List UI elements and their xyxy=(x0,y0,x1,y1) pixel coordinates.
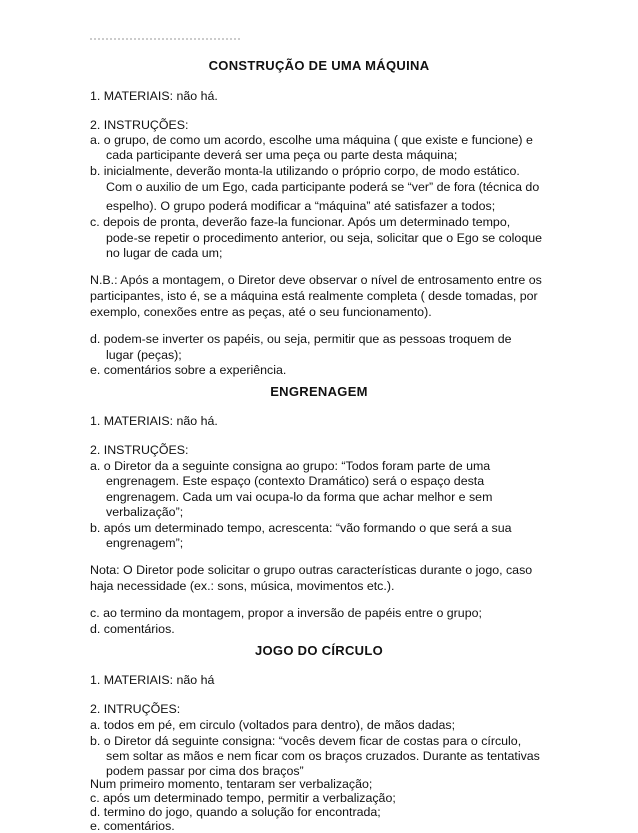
text-line: 1. MATERIAIS: não há. xyxy=(90,414,218,428)
text-line: 2. INSTRUÇÕES: xyxy=(90,443,189,457)
text-line: podem passar por cima dos braços” xyxy=(106,764,304,778)
section-title-maquina: CONSTRUÇÃO DE UMA MÁQUINA xyxy=(208,58,430,73)
text-line: engrenagem. Cada um vai ocupa-lo da forma que achar melhor e sem xyxy=(106,490,493,504)
text-line: a. o Diretor da a seguinte consigna ao grupo: “Todos foram parte de uma xyxy=(90,459,491,473)
text-line: no lugar de cada um; xyxy=(106,246,223,260)
text-line: 1. MATERIAIS: não há xyxy=(90,673,215,687)
text-line: a. o grupo, de como um acordo, escolhe uma máquina ( que existe e funcione) e xyxy=(90,133,533,147)
text-line-clipped: e. comentários. xyxy=(90,819,175,833)
text-line: b. após um determinado tempo, acrescenta: “vão formando o que será a sua xyxy=(90,521,512,535)
text-line: engrenagem”; xyxy=(106,536,184,550)
text-line: exemplo, conexões entre as peças, até o seu funcionamento). xyxy=(90,305,432,319)
text-line: b. inicialmente, deverão monta-la utilizando o próprio corpo, de modo estático. xyxy=(90,164,520,178)
text-line: b. o Diretor dá seguinte consigna: “vocês devem ficar de costas para o círculo, xyxy=(90,734,522,748)
text-line: d. podem-se inverter os papéis, ou seja, permitir que as pessoas troquem de xyxy=(90,332,512,346)
text-line: Num primeiro momento, tentaram ser verbalização; xyxy=(90,777,373,791)
text-line: 2. INSTRUÇÕES: xyxy=(90,118,189,132)
text-line: sem soltar as mãos e nem ficar com os braços cruzados. Durante as tentativas xyxy=(106,749,540,763)
text-line: verbalização”; xyxy=(106,505,184,519)
text-line: haja necessidade (ex.: sons, música, movimentos etc.). xyxy=(90,579,395,593)
text-line: Com o auxilio de um Ego, cada participante poderá se “ver” de fora (técnica do xyxy=(106,180,540,194)
section-title-circulo: JOGO DO CÍRCULO xyxy=(254,643,383,658)
text-line: a. todos em pé, em circulo (voltados para dentro), de mãos dadas; xyxy=(90,718,456,732)
text-line: espelho). O grupo poderá modificar a “máquina” até satisfazer a todos; xyxy=(106,199,496,213)
text-line: d. comentários. xyxy=(90,622,175,636)
text-line: cada participante deverá ser uma peça ou parte desta máquina; xyxy=(106,148,458,162)
text-line: pode-se repetir o procedimento anterior, ou seja, solicitar que o Ego se coloque xyxy=(106,231,543,245)
text-line: c. depois de pronta, deverão faze-la funcionar. Após um determinado tempo, xyxy=(90,215,511,229)
text-line: d. termino do jogo, quando a solução for encontrada; xyxy=(90,805,381,819)
text-line: Nota: O Diretor pode solicitar o grupo outras características durante o jogo, caso xyxy=(90,563,533,577)
section-title-engrenagem: ENGRENAGEM xyxy=(270,384,368,399)
text-line: participantes, isto é, se a máquina está realmente completa ( desde tomadas, por xyxy=(90,289,538,303)
text-line: e. comentários sobre a experiência. xyxy=(90,363,287,377)
faded-header-text xyxy=(90,38,240,43)
text-line: lugar (peças); xyxy=(106,348,182,362)
text-line: engrenagem. Este espaço (contexto Dramático) será o espaço desta xyxy=(106,474,485,488)
text-line: 1. MATERIAIS: não há. xyxy=(90,89,218,103)
text-line: 2. INTRUÇÕES: xyxy=(90,702,181,716)
text-line: c. após um determinado tempo, permitir a verbalização; xyxy=(90,791,396,805)
text-line: c. ao termino da montagem, propor a inversão de papéis entre o grupo; xyxy=(90,606,482,620)
text-line: N.B.: Após a montagem, o Diretor deve observar o nível de entrosamento entre os xyxy=(90,273,542,287)
